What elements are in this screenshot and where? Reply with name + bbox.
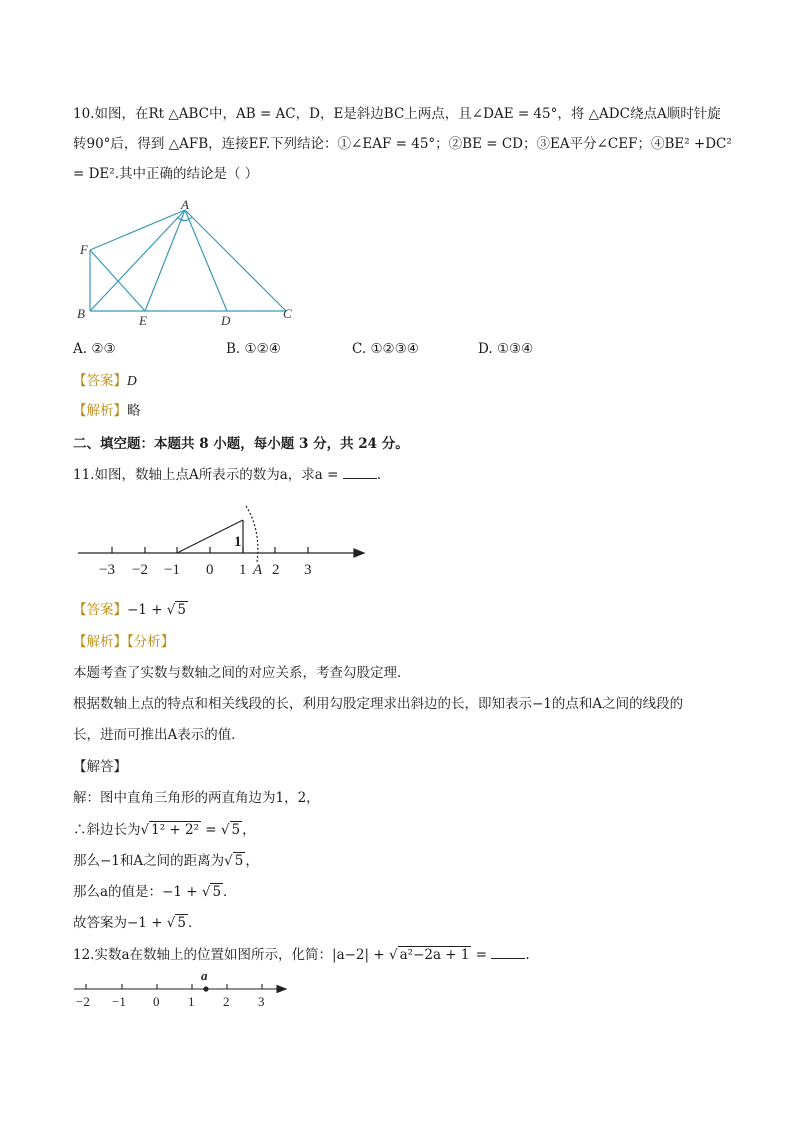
tick-label: 3: [304, 562, 312, 578]
label-b: B: [77, 306, 85, 321]
q11-solve-tag: 【解答】: [73, 759, 127, 775]
q11-analysis-3: 长，进而可推出A表示的值．: [73, 727, 245, 743]
tick-label: 1: [188, 994, 195, 1009]
q11-solve-2: ∴斜边长为√ 1² + 2² = √ 5 ，: [73, 822, 256, 838]
q11-solve-4: 那么a的值是：−1 + √ 5 ．: [73, 884, 237, 900]
tick-label: −3: [99, 562, 115, 578]
q11-stem: 11.如图，数轴上点A所表示的数为a，求a = .: [73, 467, 382, 483]
label-a: A: [181, 198, 189, 212]
tick-label: 2: [223, 994, 230, 1009]
label-f: F: [80, 242, 88, 257]
tick-label: 1: [239, 562, 247, 578]
tick-label: −1: [112, 994, 126, 1009]
section-2-heading: 二、填空题：本题共 8 小题，每小题 3 分，共 24 分。: [73, 436, 409, 452]
q11-solve-1: 解：图中直角三角形的两直角边为1，2，: [73, 790, 320, 806]
q10-answer: 【答案】D: [73, 373, 137, 389]
leg-label: 1: [234, 534, 242, 550]
q11-answer: 【答案】−1 + √ 5: [73, 602, 186, 618]
option-a: A. ②③: [73, 341, 116, 357]
q11-analysis-1: 本题考查了实数与数轴之间的对应关系，考查勾股定理．: [73, 665, 411, 681]
tick-label: 3: [258, 994, 265, 1009]
tick-label: −2: [132, 562, 148, 578]
option-c: C. ①②③④: [352, 341, 419, 357]
label-d: D: [221, 313, 231, 328]
q11-analysis-tag: 【解析】【分析】: [73, 634, 175, 650]
label-e: E: [139, 313, 147, 328]
axis-arrow: [354, 549, 364, 557]
q11-solve-5: 故答案为−1 + √ 5 ．: [73, 915, 202, 931]
q10-line1: 10.如图，在Rt △ABC中，AB = AC，D，E是斜边BC上两点，且∠DAE = 45°，将 △ADC绕点A顺时针旋: [73, 106, 721, 122]
option-d: D. ①③④: [478, 341, 534, 357]
axis-arrow: [277, 986, 286, 993]
label-c: C: [283, 306, 292, 321]
q11-analysis-2: 根据数轴上点的特点和相关线段的长，利用勾股定理求出斜边的长，即知表示−1的点和A之间的线段的: [73, 696, 684, 712]
tick-label: 2: [272, 562, 280, 578]
q11-solve-3: 那么−1和A之间的距离为√ 5 ，: [73, 853, 259, 869]
q12-number-line-figure: [72, 968, 292, 1012]
segment-ac: [185, 210, 286, 311]
q10-line3: = DE².其中正确的结论是（ ）: [73, 166, 259, 182]
q10-triangle-figure: [72, 198, 302, 328]
point-a-label: A: [253, 562, 263, 578]
q10-analysis: 【解析】略: [73, 403, 141, 419]
point-a-label: a: [201, 968, 208, 983]
tick-label: 0: [206, 562, 214, 578]
q12-stem: 12.实数a在数轴上的位置如图所示，化简：|a−2| + √ a²−2a + 1 = .: [73, 947, 530, 963]
point-a-dot: [203, 986, 208, 991]
tick-label: −1: [164, 562, 180, 578]
segment-ae: [145, 210, 185, 311]
tick-label: 0: [153, 994, 160, 1009]
tick-label: −2: [76, 994, 90, 1009]
segment-ab: [90, 210, 185, 311]
q11-number-line-figure: [76, 500, 371, 580]
option-b: B. ①②④: [226, 341, 281, 357]
q10-line2: 转90°后，得到 △AFB，连接EF.下列结论：①∠EAF = 45°；②BE = CD；③EA平分∠CEF；④BE² +DC²: [73, 136, 732, 152]
segment-af: [90, 210, 185, 250]
segment-ad: [185, 210, 227, 311]
